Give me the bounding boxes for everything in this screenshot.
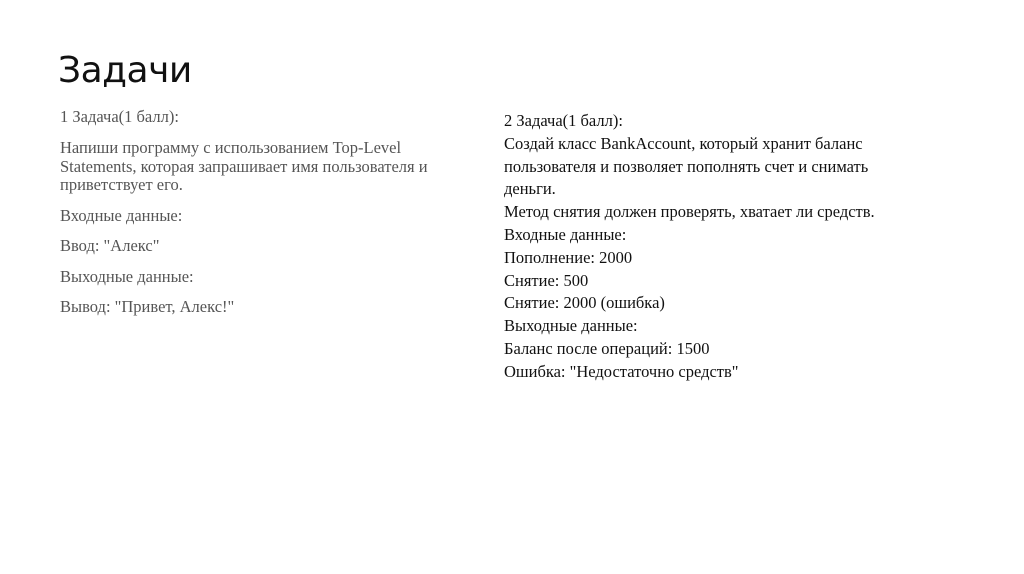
- task2-input-label: Входные данные:: [504, 224, 627, 244]
- task2-input-deposit: Пополнение: 2000: [504, 247, 633, 267]
- task1-input-label: Входные данные:: [60, 205, 183, 225]
- task2-line: Создай класс BankAccount, который хранит баланс: [504, 133, 863, 153]
- slide-title: Задачи: [58, 50, 192, 91]
- task2-line: деньги.: [504, 179, 556, 199]
- task2-input-withdraw: Снятие: 500: [504, 270, 589, 290]
- task1-block: [60, 108, 480, 329]
- task1-heading: 1 Задача(1 балл):: [60, 107, 179, 126]
- task2-line: пользователя и позволяет пополнять счет и снимать: [504, 156, 869, 176]
- task2-output-error: Ошибка: "Недостаточно средств": [504, 361, 739, 381]
- task2-heading: 2 Задача(1 балл):: [504, 111, 623, 130]
- task1-description: Напиши программу с использованием Top-Level Statements, которая запрашивает имя пользователя и приветствует его.: [60, 138, 428, 195]
- task1-output-value: Вывод: "Привет, Алекс!": [60, 297, 235, 317]
- task2-output-balance: Баланс после операций: 1500: [504, 338, 710, 358]
- task1-output-label: Выходные данные:: [60, 266, 194, 286]
- task2-block: [504, 110, 974, 384]
- task1-input-value: Ввод: "Алекс": [60, 236, 160, 256]
- task2-input-withdraw-error: Снятие: 2000 (ошибка): [504, 293, 665, 313]
- task2-output-label: Выходные данные:: [504, 316, 638, 336]
- task2-line: Метод снятия должен проверять, хватает ли средств.: [504, 202, 875, 222]
